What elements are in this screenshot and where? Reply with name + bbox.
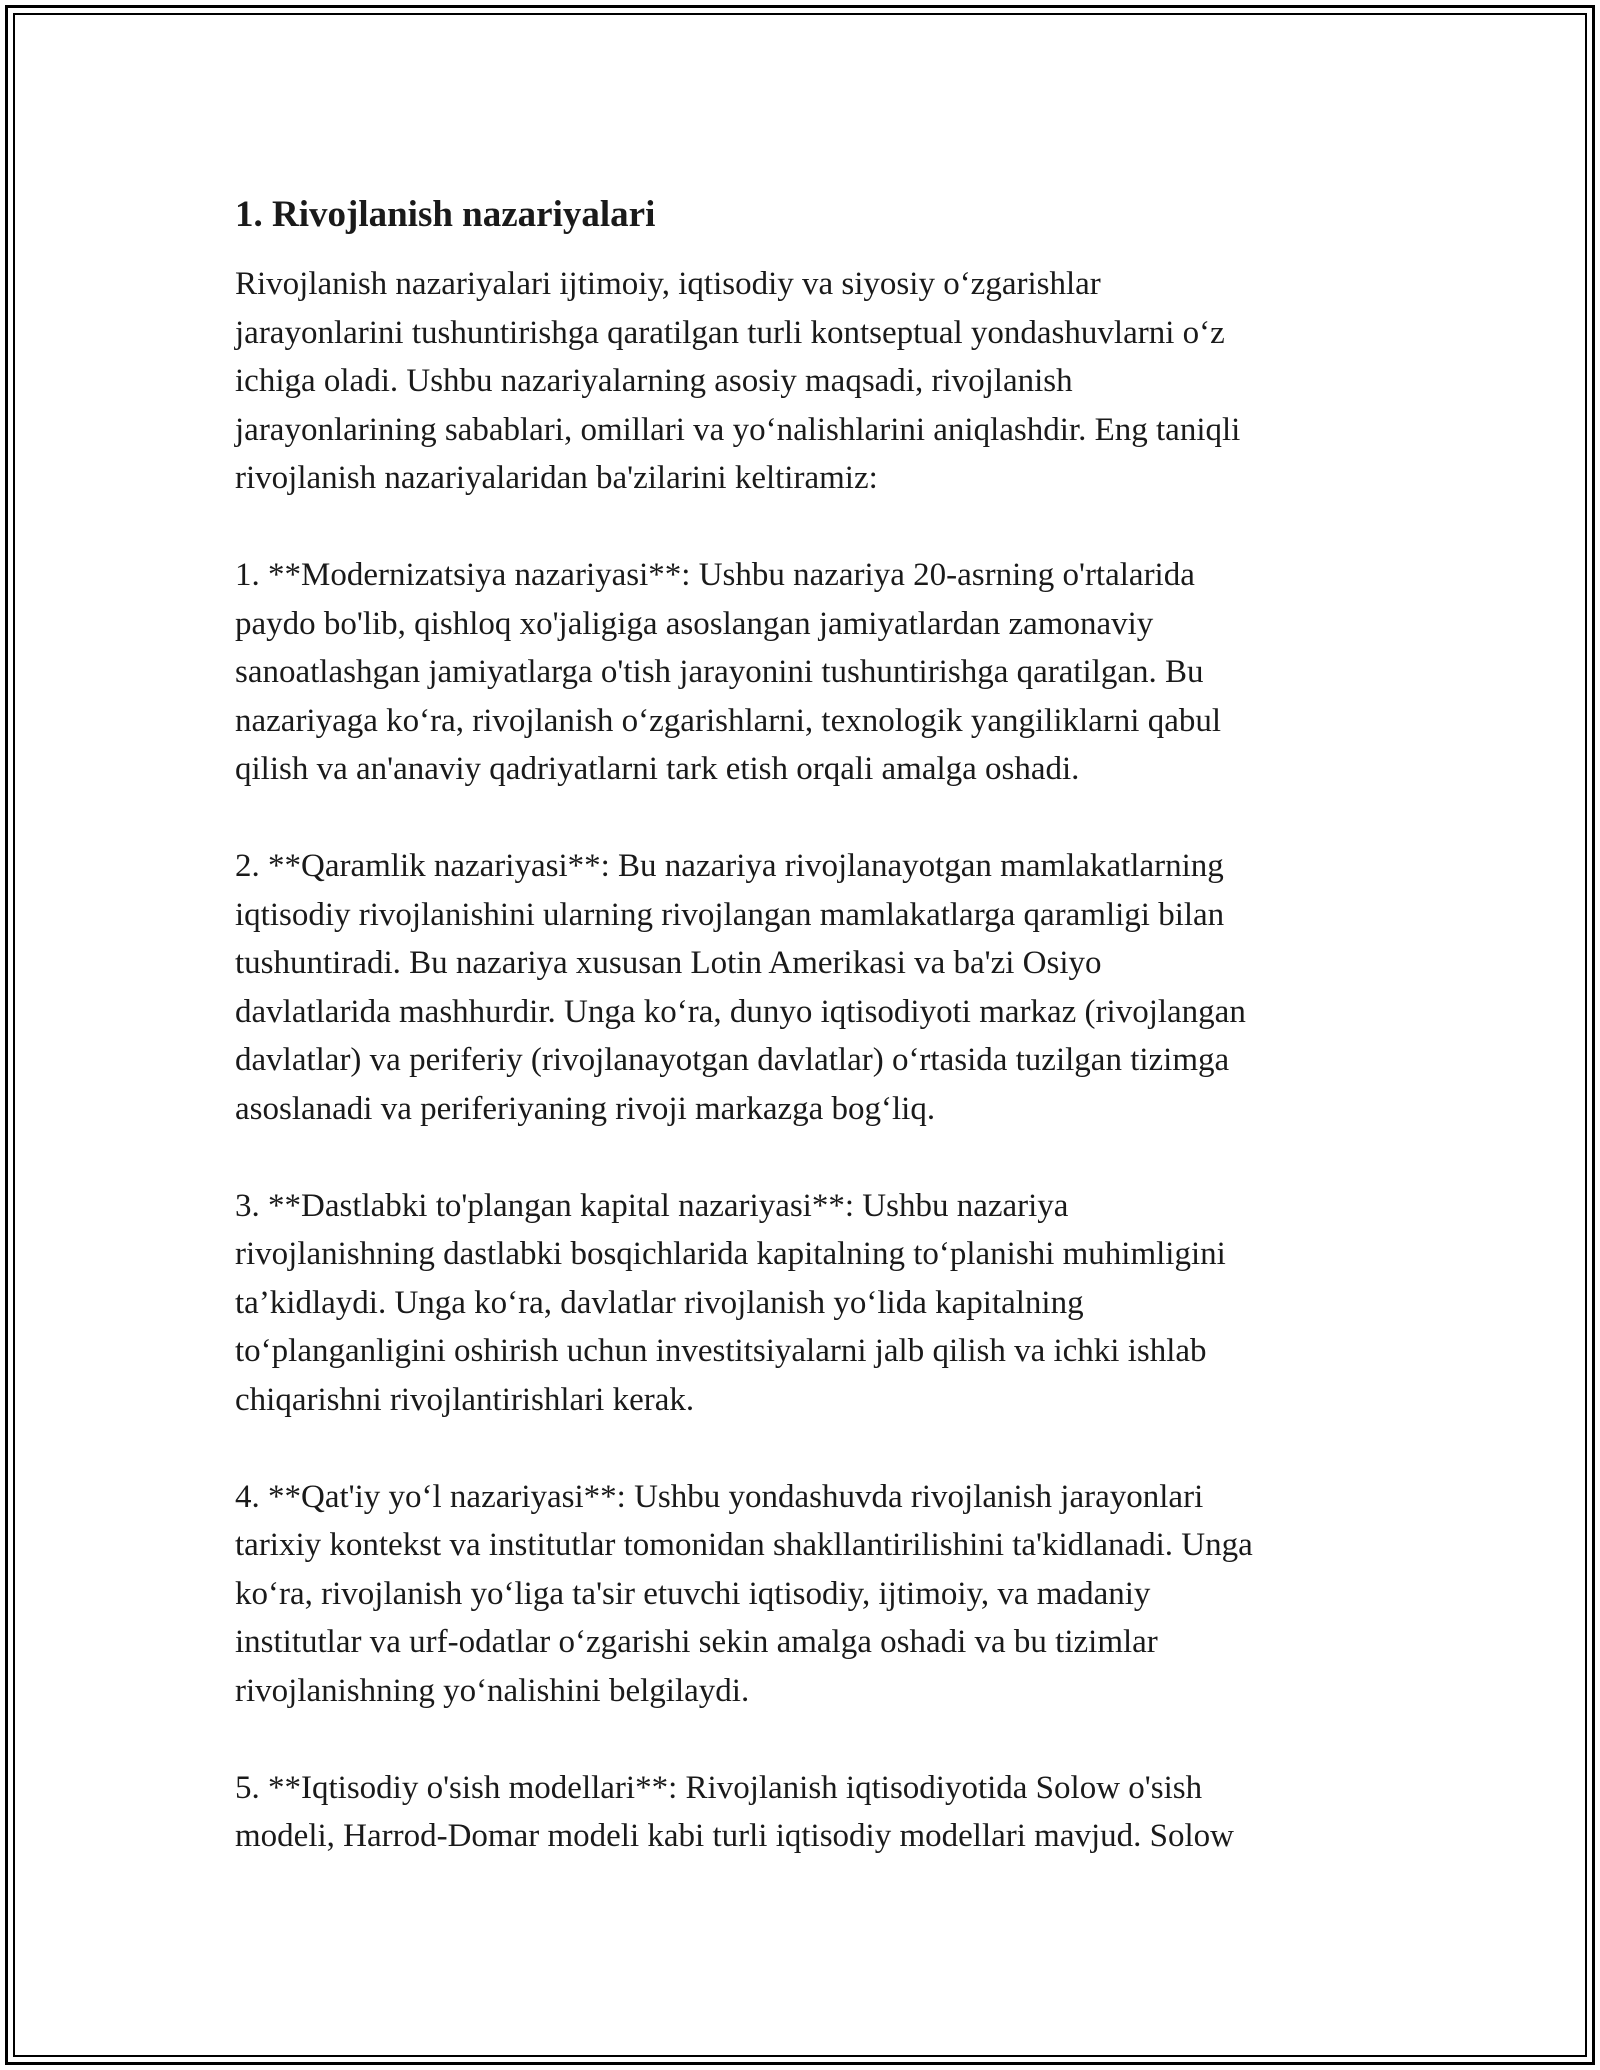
text-line: jarayonlarini tushuntirishga qaratilgan turli kontseptual yondashuvlarni o‘z bbox=[235, 314, 1225, 351]
text-line: tushuntiradi. Bu nazariya xususan Lotin Amerikasi va ba'zi Osiyo bbox=[235, 945, 1102, 981]
paragraph-capital bbox=[235, 1182, 1385, 1425]
text-line: chiqarishni rivojlantirishlari kerak. bbox=[235, 1381, 695, 1418]
text-line: 5. **Iqtisodiy o'sish modellari**: Rivojlanish iqtisodiyotida Solow o'sish bbox=[235, 1769, 1203, 1806]
paragraph-modernization bbox=[235, 551, 1385, 794]
text-line: to‘planganligini oshirish uchun investitsiyalarni jalb qilish va ichki ishlab bbox=[235, 1333, 1207, 1369]
text-line: asoslanadi va periferiyaning rivoji markazga bog‘liq. bbox=[235, 1090, 936, 1127]
text-line: jarayonlarining sabablari, omillari va yo‘nalishlarini aniqlashdir. Eng taniqli bbox=[235, 411, 1241, 448]
text-line: nazariyaga ko‘ra, rivojlanish o‘zgarishlarni, texnologik yangiliklarni qabul bbox=[235, 702, 1222, 739]
text-line: 2. **Qaramlik nazariyasi**: Bu nazariya rivojlanayotgan mamlakatlarning bbox=[235, 848, 1224, 884]
text-line: rivojlanishning yo‘nalishini belgilaydi. bbox=[235, 1672, 750, 1709]
text-line: ta’kidlaydi. Unga ko‘ra, davlatlar rivojlanish yo‘lida kapitalning bbox=[235, 1284, 1084, 1321]
text-line: davlatlarida mashhurdir. Unga ko‘ra, dunyo iqtisodiyoti markaz (rivojlangan bbox=[235, 993, 1246, 1030]
text-line: qilish va an'anaviy qadriyatlarni tark etish orqali amalga oshadi. bbox=[235, 751, 1080, 787]
text-line: paydo bo'lib, qishloq xo'jaligiga asoslangan jamiyatlardan zamonaviy bbox=[235, 605, 1154, 642]
text-line: 4. **Qat'iy yo‘l nazariyasi**: Ushbu yondashuvda rivojlanish jarayonlari bbox=[235, 1478, 1204, 1515]
text-line: sanoatlashgan jamiyatlarga o'tish jarayonini tushuntirishga qaratilgan. Bu bbox=[235, 654, 1204, 690]
text-line: institutlar va urf-odatlar o‘zgarishi sekin amalga oshadi va bu tizimlar bbox=[235, 1624, 1158, 1660]
document-title: 1. Rivojlanish nazariyalari bbox=[235, 194, 656, 235]
text-line: 1. **Modernizatsiya nazariyasi**: Ushbu nazariya 20-asrning o'rtalarida bbox=[235, 557, 1195, 593]
text-line: modeli, Harrod-Domar modeli kabi turli iqtisodiy modellari mavjud. Solow bbox=[235, 1818, 1235, 1854]
text-line: rivojlanishning dastlabki bosqichlarida kapitalning to‘planishi muhimligini bbox=[235, 1236, 1226, 1272]
paragraph-intro bbox=[235, 260, 1385, 503]
paragraph-growth-models bbox=[235, 1764, 1385, 1861]
text-line: davlatlar) va periferiy (rivojlanayotgan davlatlar) o‘rtasida tuzilgan tizimga bbox=[235, 1042, 1230, 1078]
text-line: iqtisodiy rivojlanishini ularning rivojlangan mamlakatlarga qaramligi bilan bbox=[235, 896, 1225, 933]
text-line: tarixiy kontekst va institutlar tomonidan shakllantirilishini ta'kidlanadi. Unga bbox=[235, 1527, 1253, 1563]
text-line: Rivojlanish nazariyalari ijtimoiy, iqtisodiy va siyosiy o‘zgarishlar bbox=[235, 266, 1101, 302]
text-line: ichiga oladi. Ushbu nazariyalarning asosiy maqsadi, rivojlanish bbox=[235, 363, 1073, 399]
document-page bbox=[235, 190, 1385, 1909]
text-line: rivojlanish nazariyalaridan ba'zilarini keltiramiz: bbox=[235, 460, 878, 496]
text-line: 3. **Dastlabki to'plangan kapital nazariyasi**: Ushbu nazariya bbox=[235, 1187, 1069, 1224]
paragraph-dependency bbox=[235, 842, 1385, 1133]
paragraph-path-dependence bbox=[235, 1473, 1385, 1716]
text-line: ko‘ra, rivojlanish yo‘liga ta'sir etuvchi iqtisodiy, ijtimoiy, va madaniy bbox=[235, 1575, 1151, 1612]
